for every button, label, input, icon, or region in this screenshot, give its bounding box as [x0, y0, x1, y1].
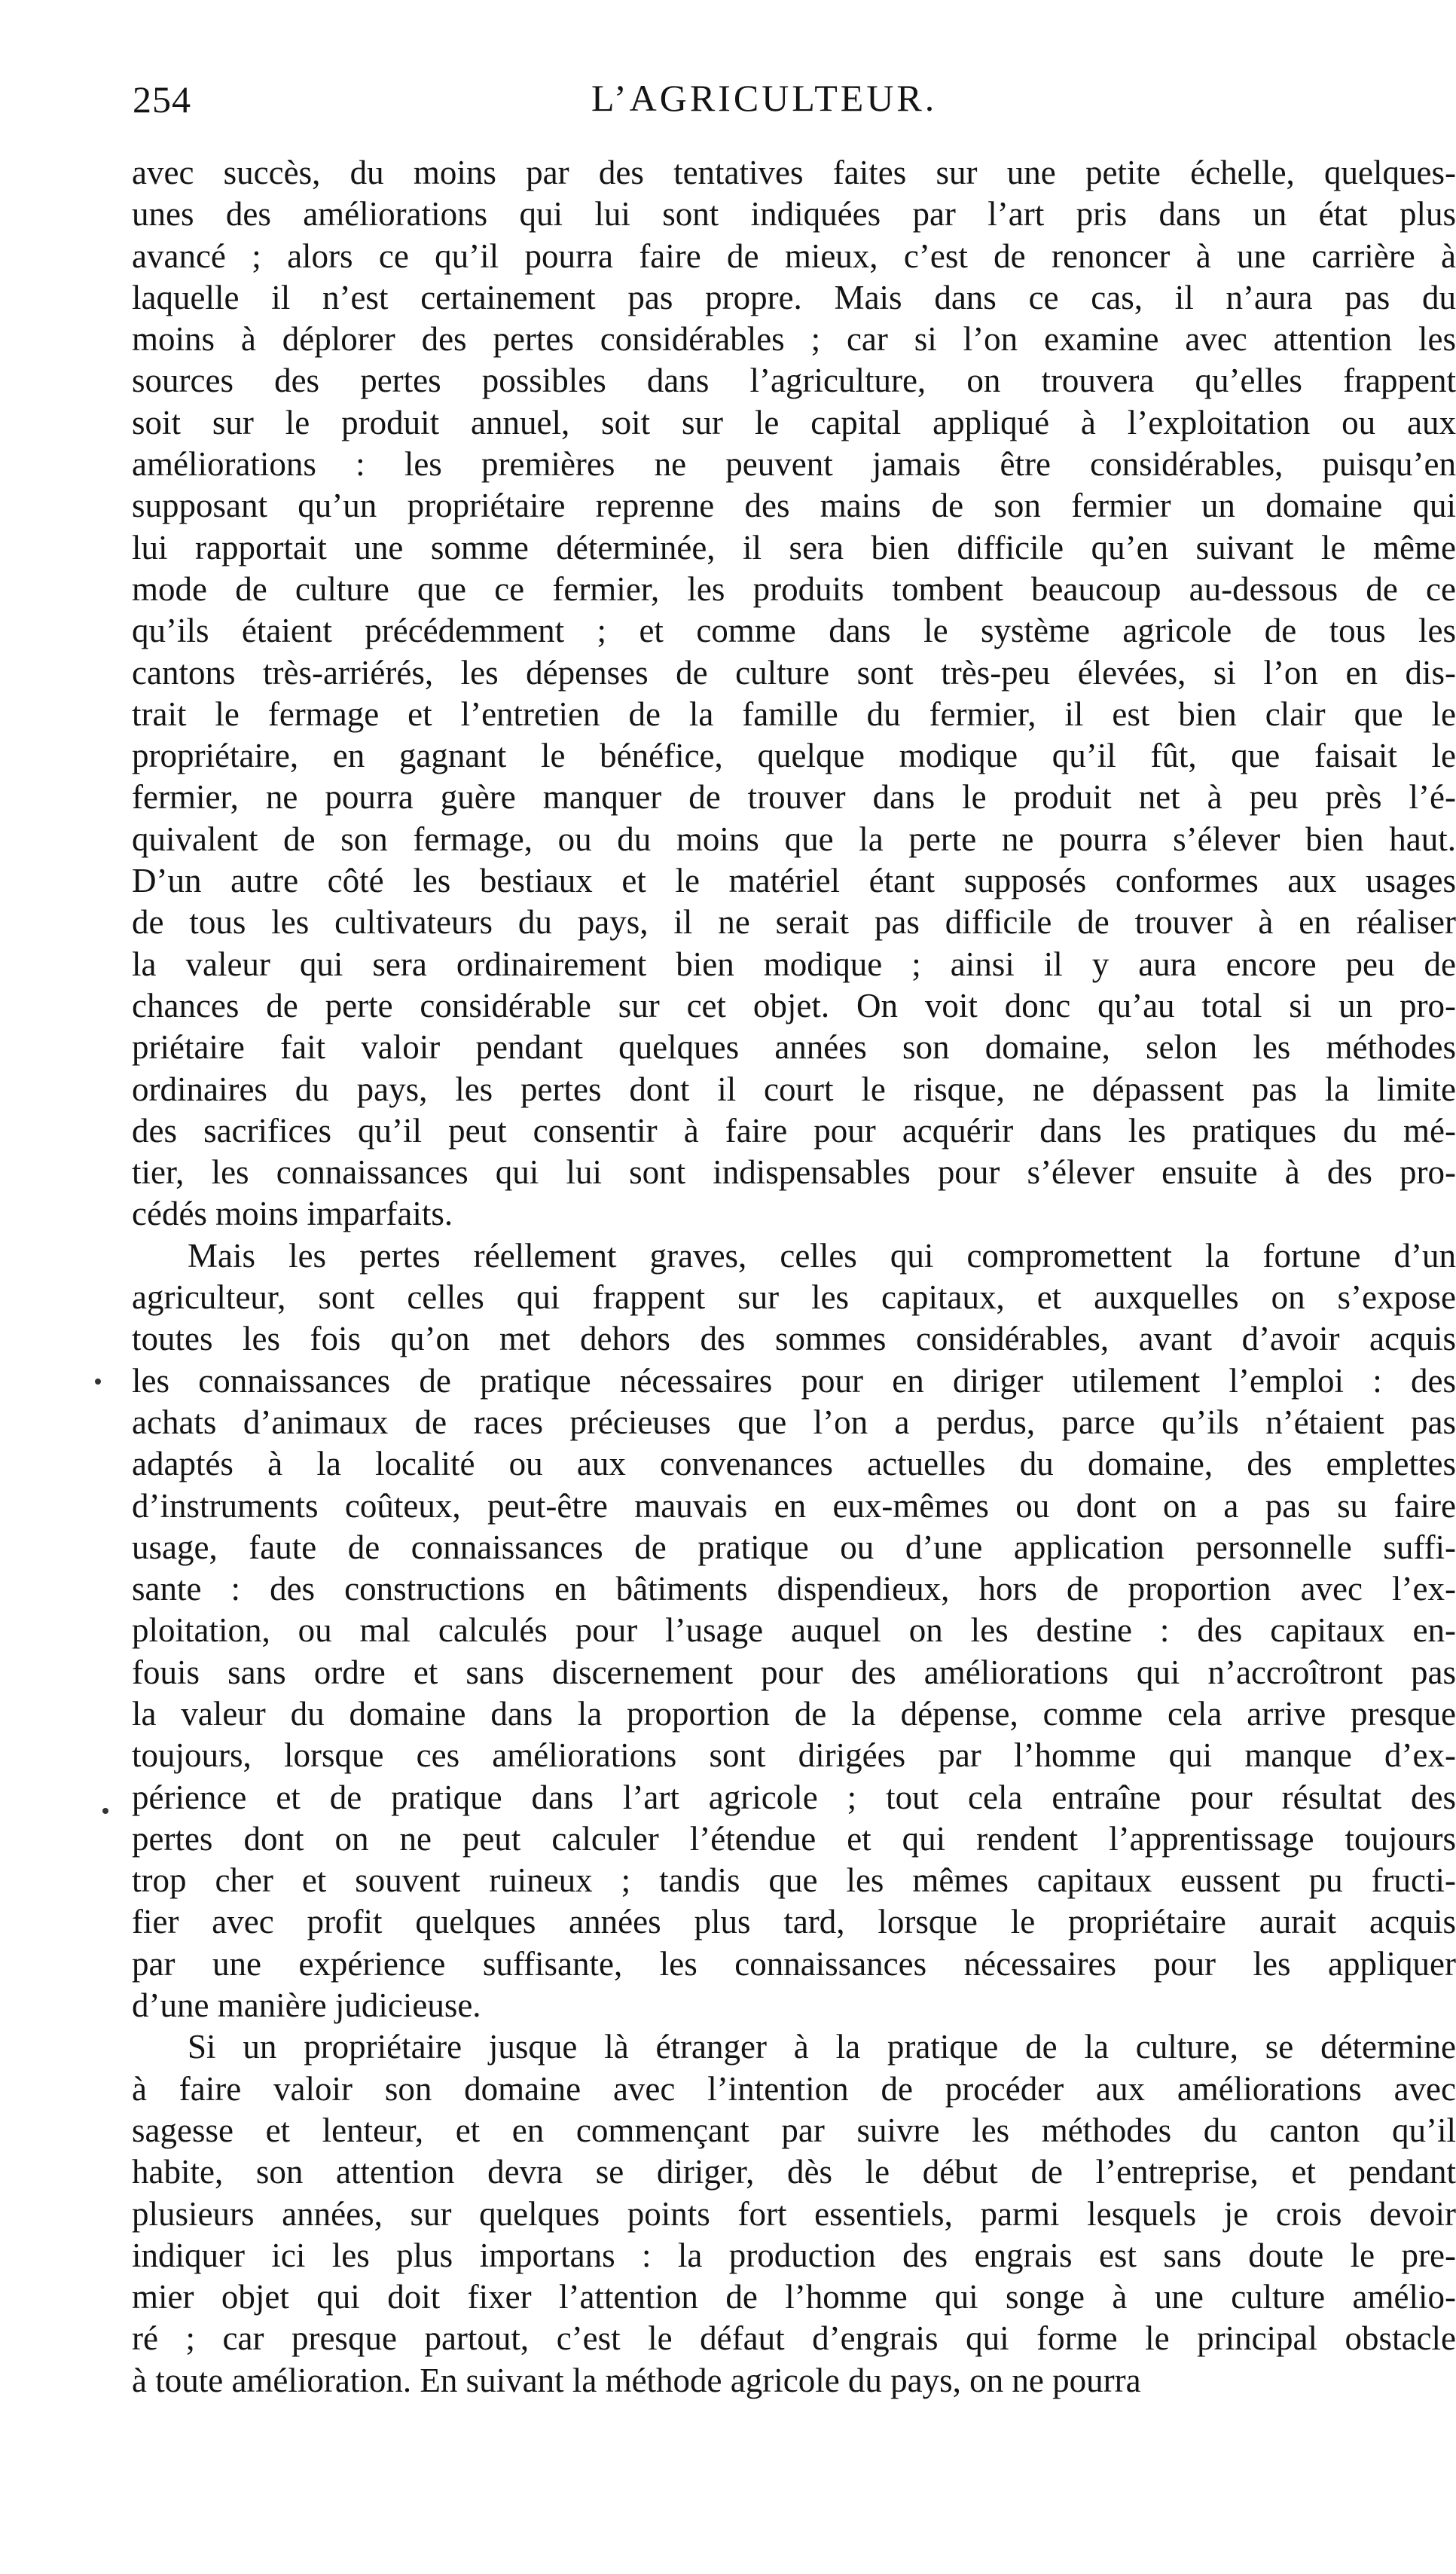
text-line: ordinaires du pays, les pertes dont il court le risque, ne dépassent pas la limite: [132, 1070, 1456, 1108]
text-line: Mais les pertes réellement graves, celles qui compromettent la fortune d’un: [188, 1236, 1456, 1275]
text-line: agriculteur, sont celles qui frappent sur les capitaux, et auxquelles on s’expose: [132, 1278, 1456, 1317]
text-line: Si un propriétaire jusque là étranger à la pratique de la culture, se détermine: [188, 2028, 1456, 2066]
text-line: à faire valoir son domaine avec l’intention de procéder aux améliorations avec: [132, 2069, 1456, 2108]
text-line: à toute amélioration. En suivant la méthode agricole du pays, on ne pourra: [132, 2361, 1141, 2399]
text-line: indiquer ici les plus importans : la production des engrais est sans doute le pre-: [132, 2236, 1456, 2274]
text-line: fouis sans ordre et sans discernement pour des améliorations qui n’accroîtront pas: [132, 1653, 1456, 1691]
margin-dot: [95, 1379, 101, 1385]
text-line: fermier, ne pourra guère manquer de trouver dans le produit net à peu près l’é-: [132, 778, 1456, 817]
text-line: d’une manière judicieuse.: [132, 1986, 481, 2025]
text-line: toutes les fois qu’on met dehors des sommes considérables, avant d’avoir acquis: [132, 1320, 1456, 1358]
text-line: ré ; car presque partout, c’est le défaut d’engrais qui forme le principal obstacle: [132, 2319, 1456, 2358]
text-line: soit sur le produit annuel, soit sur le capital appliqué à l’exploitation ou aux: [132, 403, 1456, 441]
text-line: priétaire fait valoir pendant quelques années son domaine, selon les méthodes: [132, 1028, 1456, 1067]
text-line: la valeur du domaine dans la proportion de la dépense, comme cela arrive presque: [132, 1694, 1456, 1733]
text-line: avec succès, du moins par des tentatives faites sur une petite échelle, quelques-: [132, 154, 1456, 191]
text-line: sagesse et lenteur, et en commençant par suivre les méthodes du canton qu’il: [132, 2111, 1456, 2149]
margin-dot: [102, 1808, 108, 1814]
text-line: adaptés à la localité ou aux convenances actuelles du domaine, des emplettes: [132, 1445, 1456, 1483]
text-line: la valeur qui sera ordinairement bien modique ; ainsi il y aura encore peu de: [132, 945, 1456, 983]
text-line: avancé ; alors ce qu’il pourra faire de mieux, c’est de renoncer à une carrière à: [132, 237, 1456, 275]
text-line: de tous les cultivateurs du pays, il ne serait pas difficile de trouver à en réaliser: [132, 903, 1456, 942]
text-line: des sacrifices qu’il peut consentir à faire pour acquérir dans les pratiques du mé-: [132, 1111, 1456, 1150]
body-text: [132, 152, 1456, 2401]
text-line: propriétaire, en gagnant le bénéfice, quelque modique qu’il fût, que faisait le: [132, 737, 1456, 775]
text-line: chances de perte considérable sur cet objet. On voit donc qu’au total si un pro-: [132, 986, 1456, 1024]
text-line: plusieurs années, sur quelques points fort essentiels, parmi lesquels je crois devoir: [132, 2194, 1456, 2233]
text-line: cédés moins imparfaits.: [132, 1195, 453, 1233]
text-line: périence et de pratique dans l’art agricole ; tout cela entraîne pour résultat des: [132, 1778, 1456, 1816]
text-line: améliorations : les premières ne peuvent jamais être considérables, puisqu’en: [132, 445, 1456, 484]
text-line: usage, faute de connaissances de pratique ou d’une application personnelle suffi-: [132, 1528, 1456, 1566]
text-line: mier objet qui doit fixer l’attention de l’homme qui songe à une culture amélio-: [132, 2278, 1456, 2316]
text-line: pertes dont on ne peut calculer l’étendue et qui rendent l’apprentissage toujours: [132, 1819, 1456, 1858]
text-line: cantons très-arriérés, les dépenses de culture sont très-peu élevées, si l’on en dis-: [132, 653, 1456, 692]
text-line: qu’ils étaient précédemment ; et comme dans le système agricole de tous les: [132, 612, 1456, 650]
text-line: supposant qu’un propriétaire reprenne des mains de son fermier un domaine qui: [132, 487, 1456, 525]
text-line: achats d’animaux de races précieuses que l’on a perdus, parce qu’ils n’étaient pas: [132, 1403, 1456, 1441]
text-line: trop cher et souvent ruineux ; tandis que les mêmes capitaux eussent pu fructi-: [132, 1861, 1456, 1900]
page-number: 254: [133, 78, 191, 121]
text-line: par une expérience suffisante, les connaissances nécessaires pour les appliquer: [132, 1944, 1456, 1983]
text-line: les connaissances de pratique nécessaires pour en diriger utilement l’emploi : des: [132, 1361, 1456, 1400]
text-line: sources des pertes possibles dans l’agriculture, on trouvera qu’elles frappent: [132, 362, 1456, 400]
text-line: lui rapportait une somme déterminée, il sera bien difficile qu’en suivant le même: [132, 528, 1456, 566]
text-line: laquelle il n’est certainement pas propre. Mais dans ce cas, il n’aura pas du: [132, 278, 1456, 316]
text-line: unes des améliorations qui lui sont indiquées par l’art pris dans un état plus: [132, 195, 1456, 234]
text-line: D’un autre côté les bestiaux et le matériel étant supposés conformes aux usages: [132, 862, 1456, 900]
text-line: sante : des constructions en bâtiments dispendieux, hors de proportion avec l’ex-: [132, 1570, 1456, 1608]
text-line: tier, les connaissances qui lui sont indispensables pour s’élever ensuite à des pro-: [132, 1153, 1456, 1192]
text-line: ploitation, ou mal calculés pour l’usage auquel on les destine : des capitaux en-: [132, 1611, 1456, 1650]
text-line: mode de culture que ce fermier, les produits tombent beaucoup au-dessous de ce: [132, 569, 1456, 608]
text-line: moins à déplorer des pertes considérables ; car si l’on examine avec attention les: [132, 320, 1456, 359]
text-line: habite, son attention devra se diriger, dès le début de l’entreprise, et pendant: [132, 2153, 1456, 2191]
text-line: quivalent de son fermage, ou du moins que la perte ne pourra s’élever bien haut.: [132, 820, 1456, 858]
text-line: d’instruments coûteux, peut-être mauvais en eux-mêmes ou dont on a pas su faire: [132, 1486, 1456, 1525]
text-line: toujours, lorsque ces améliorations sont dirigées par l’homme qui manque d’ex-: [132, 1736, 1456, 1775]
text-line: trait le fermage et l’entretien de la famille du fermier, il est bien clair que le: [132, 695, 1456, 733]
running-head: [128, 69, 1454, 130]
text-line: fier avec profit quelques années plus tard, lorsque le propriétaire aurait acquis: [132, 1903, 1456, 1941]
journal-title: L’AGRICULTEUR.: [591, 77, 938, 119]
